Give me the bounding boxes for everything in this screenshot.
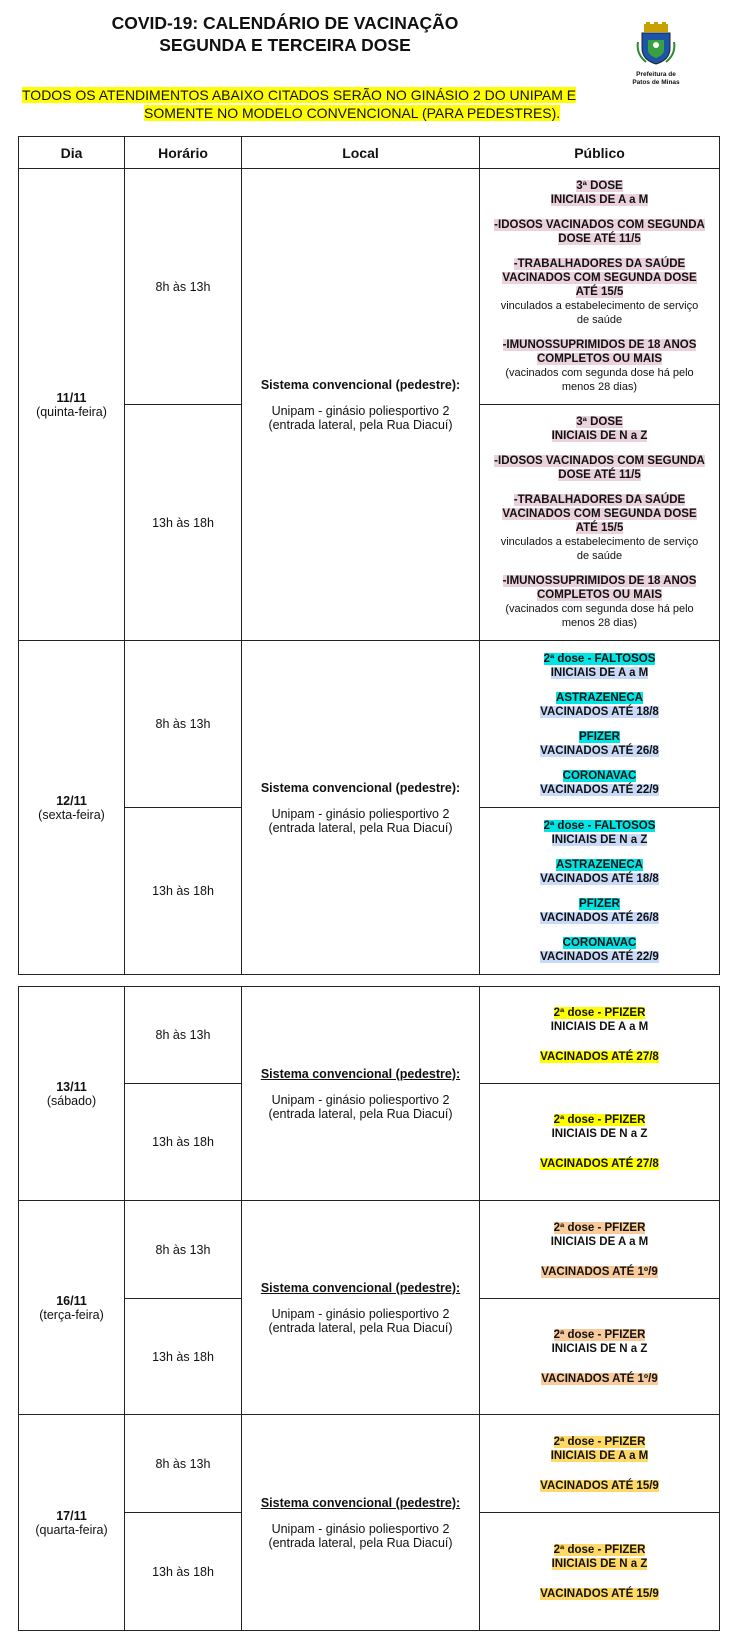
- day-date: 17/11: [56, 1508, 87, 1523]
- group-note: menos 28 dias): [561, 617, 638, 629]
- vaccine-label: ASTRAZENECA: [556, 691, 643, 704]
- vaccine-label: CORONAVAC: [562, 769, 637, 782]
- local-title: Sistema convencional (pedestre):: [260, 377, 461, 392]
- local-line-1: Unipam - ginásio poliesportivo 2: [271, 1306, 450, 1321]
- group-line: ATÉ 15/5: [575, 286, 624, 298]
- initials-label: INICIAIS DE A a M: [550, 1449, 649, 1462]
- group-line: -TRABALHADORES DA SAÚDE: [513, 494, 686, 506]
- day-date: 12/11: [56, 793, 87, 808]
- col-header-dia: Dia: [19, 137, 125, 169]
- dose-label: 2ª dose - FALTOSOS: [543, 819, 656, 832]
- group-line: DOSE ATÉ 11/5: [558, 233, 641, 245]
- local-cell: [242, 1201, 480, 1415]
- col-header-local: Local: [242, 137, 480, 169]
- group-note: de saúde: [576, 314, 623, 326]
- local-line-1: Unipam - ginásio poliesportivo 2: [271, 1092, 450, 1107]
- local-line-2: (entrada lateral, pela Rua Diacuí): [268, 1106, 453, 1121]
- title-line-1: COVID-19: CALENDÁRIO DE VACINAÇÃO: [111, 13, 459, 33]
- dose-label: 2ª dose - PFIZER: [553, 1543, 646, 1556]
- document-header: [0, 0, 730, 138]
- vaccine-label: PFIZER: [579, 730, 620, 743]
- local-cell: [242, 987, 480, 1201]
- day-cell: [19, 1415, 125, 1631]
- coat-of-arms-icon: [636, 22, 676, 66]
- vaccinated-until: VACINADOS ATÉ 22/9: [540, 783, 659, 796]
- dose-label: 2ª dose - PFIZER: [553, 1221, 646, 1234]
- logo-caption-1: Prefeitura de: [636, 71, 676, 78]
- group-note: (vacinados com segunda dose há pelo: [505, 603, 694, 615]
- group-line: -IMUNOSSUPRIMIDOS DE 18 ANOS: [502, 575, 697, 587]
- public-cell: [480, 1084, 720, 1201]
- public-cell: [480, 1299, 720, 1415]
- local-title: Sistema convencional (pedestre):: [260, 780, 461, 795]
- notice-line-2: SOMENTE NO MODELO CONVENCIONAL (PARA PEDESTRES).: [144, 105, 561, 121]
- initials-label: INICIAIS DE N a Z: [551, 1128, 648, 1140]
- page-title: [90, 12, 480, 56]
- day-date: 11/11: [56, 390, 87, 405]
- table-row: [19, 169, 720, 405]
- group-line: DOSE ATÉ 11/5: [558, 469, 641, 481]
- public-cell: [480, 1201, 720, 1299]
- day-weekday: (sexta-feira): [38, 807, 105, 822]
- local-line-1: Unipam - ginásio poliesportivo 2: [271, 806, 450, 821]
- group-line: -IMUNOSSUPRIMIDOS DE 18 ANOS: [502, 339, 697, 351]
- public-cell: [480, 1415, 720, 1513]
- vaccinated-until: VACINADOS ATÉ 27/8: [540, 1051, 659, 1063]
- initials-label: INICIAIS DE N a Z: [551, 1342, 648, 1355]
- day-cell: [19, 169, 125, 641]
- day-cell: [19, 1201, 125, 1415]
- initials-label: INICIAIS DE A a M: [550, 1235, 649, 1248]
- group-note: vinculados a estabelecimento de serviço: [500, 300, 699, 312]
- local-cell: [242, 641, 480, 975]
- time-cell: 8h às 13h: [125, 1415, 242, 1513]
- time-cell: 8h às 13h: [125, 987, 242, 1084]
- initials-label: INICIAIS DE N a Z: [551, 833, 648, 846]
- time-cell: 8h às 13h: [125, 641, 242, 808]
- title-line-2: SEGUNDA E TERCEIRA DOSE: [159, 35, 411, 55]
- group-line: COMPLETOS OU MAIS: [536, 353, 663, 365]
- group-line: -IDOSOS VACINADOS COM SEGUNDA: [494, 455, 705, 467]
- local-line-2: (entrada lateral, pela Rua Diacuí): [268, 1320, 453, 1335]
- table-header-row: [19, 137, 720, 169]
- group-note: menos 28 dias): [561, 381, 638, 393]
- time-cell: 13h às 18h: [125, 1299, 242, 1415]
- time-cell: 13h às 18h: [125, 808, 242, 975]
- vaccine-label: CORONAVAC: [562, 936, 637, 949]
- day-cell: [19, 987, 125, 1201]
- col-header-publico: Público: [480, 137, 720, 169]
- vaccinated-until: VACINADOS ATÉ 15/9: [540, 1587, 659, 1600]
- day-date: 13/11: [56, 1079, 87, 1094]
- dose-label: 3ª DOSE: [576, 416, 623, 428]
- public-cell: [480, 808, 720, 975]
- group-note: (vacinados com segunda dose há pelo: [505, 367, 694, 379]
- table-row: [19, 641, 720, 808]
- day-cell: [19, 641, 125, 975]
- local-line-2: (entrada lateral, pela Rua Diacuí): [268, 820, 453, 835]
- table-row: [19, 1201, 720, 1299]
- group-line: -TRABALHADORES DA SAÚDE: [513, 258, 686, 270]
- location-notice: [22, 86, 612, 122]
- local-line-2: (entrada lateral, pela Rua Diacuí): [268, 417, 453, 432]
- group-note: vinculados a estabelecimento de serviço: [500, 536, 699, 548]
- group-note: de saúde: [576, 550, 623, 562]
- local-title: Sistema convencional (pedestre):: [260, 1280, 461, 1295]
- public-cell: [480, 987, 720, 1084]
- local-line-1: Unipam - ginásio poliesportivo 2: [271, 403, 450, 418]
- logo-caption-2: Patos de Minas: [632, 79, 680, 86]
- vaccinated-until: VACINADOS ATÉ 1º/9: [541, 1265, 658, 1278]
- time-cell: 8h às 13h: [125, 169, 242, 405]
- day-weekday: (sábado): [46, 1093, 97, 1108]
- group-line: VACINADOS COM SEGUNDA DOSE: [502, 508, 697, 520]
- vaccinated-until: VACINADOS ATÉ 1º/9: [541, 1372, 658, 1385]
- vaccinated-until: VACINADOS ATÉ 18/8: [540, 705, 659, 718]
- initials-label: INICIAIS DE N a Z: [551, 1557, 648, 1570]
- vaccinated-until: VACINADOS ATÉ 26/8: [540, 911, 659, 924]
- group-line: ATÉ 15/5: [575, 522, 624, 534]
- day-weekday: (terça-feira): [39, 1307, 104, 1322]
- local-line-1: Unipam - ginásio poliesportivo 2: [271, 1521, 450, 1536]
- dose-label: 3ª DOSE: [576, 180, 623, 192]
- time-cell: 13h às 18h: [125, 1513, 242, 1631]
- vaccinated-until: VACINADOS ATÉ 26/8: [540, 744, 659, 757]
- local-title: Sistema convencional (pedestre):: [260, 1066, 461, 1081]
- vaccine-label: PFIZER: [579, 897, 620, 910]
- local-cell: [242, 1415, 480, 1631]
- day-weekday: (quarta-feira): [35, 1522, 108, 1537]
- public-cell: [480, 1513, 720, 1631]
- city-logo: [628, 22, 684, 87]
- dose-label: 2ª dose - PFIZER: [553, 1007, 646, 1019]
- group-line: -IDOSOS VACINADOS COM SEGUNDA: [494, 219, 705, 231]
- col-header-horario: Horário: [125, 137, 242, 169]
- group-line: COMPLETOS OU MAIS: [536, 589, 663, 601]
- initials-label: INICIAIS DE A a M: [550, 194, 649, 206]
- time-cell: 13h às 18h: [125, 1084, 242, 1201]
- table-row: [19, 1415, 720, 1513]
- time-cell: 8h às 13h: [125, 1201, 242, 1299]
- local-title: Sistema convencional (pedestre):: [260, 1495, 461, 1510]
- public-cell: [480, 641, 720, 808]
- schedule-table-2: [18, 986, 720, 1631]
- day-weekday: (quinta-feira): [36, 404, 107, 419]
- vaccinated-until: VACINADOS ATÉ 22/9: [540, 950, 659, 963]
- vaccine-label: ASTRAZENECA: [556, 858, 643, 871]
- time-cell: 13h às 18h: [125, 405, 242, 641]
- day-date: 16/11: [56, 1293, 87, 1308]
- initials-label: INICIAIS DE A a M: [550, 666, 649, 679]
- local-line-2: (entrada lateral, pela Rua Diacuí): [268, 1535, 453, 1550]
- initials-label: INICIAIS DE A a M: [550, 1021, 649, 1033]
- public-cell: [480, 169, 720, 405]
- vaccinated-until: VACINADOS ATÉ 15/9: [540, 1479, 659, 1492]
- dose-label: 2ª dose - PFIZER: [553, 1435, 646, 1448]
- schedule-table-1: [18, 136, 720, 975]
- vaccinated-until: VACINADOS ATÉ 18/8: [540, 872, 659, 885]
- dose-label: 2ª dose - PFIZER: [553, 1114, 646, 1126]
- dose-label: 2ª dose - FALTOSOS: [543, 652, 656, 665]
- public-cell: [480, 405, 720, 641]
- vaccinated-until: VACINADOS ATÉ 27/8: [540, 1158, 659, 1170]
- notice-line-1: TODOS OS ATENDIMENTOS ABAIXO CITADOS SERÃO NO GINÁSIO 2 DO UNIPAM E: [22, 87, 577, 103]
- group-line: VACINADOS COM SEGUNDA DOSE: [502, 272, 697, 284]
- dose-label: 2ª dose - PFIZER: [553, 1328, 646, 1341]
- local-cell: [242, 169, 480, 641]
- initials-label: INICIAIS DE N a Z: [551, 430, 648, 442]
- table-row: [19, 987, 720, 1084]
